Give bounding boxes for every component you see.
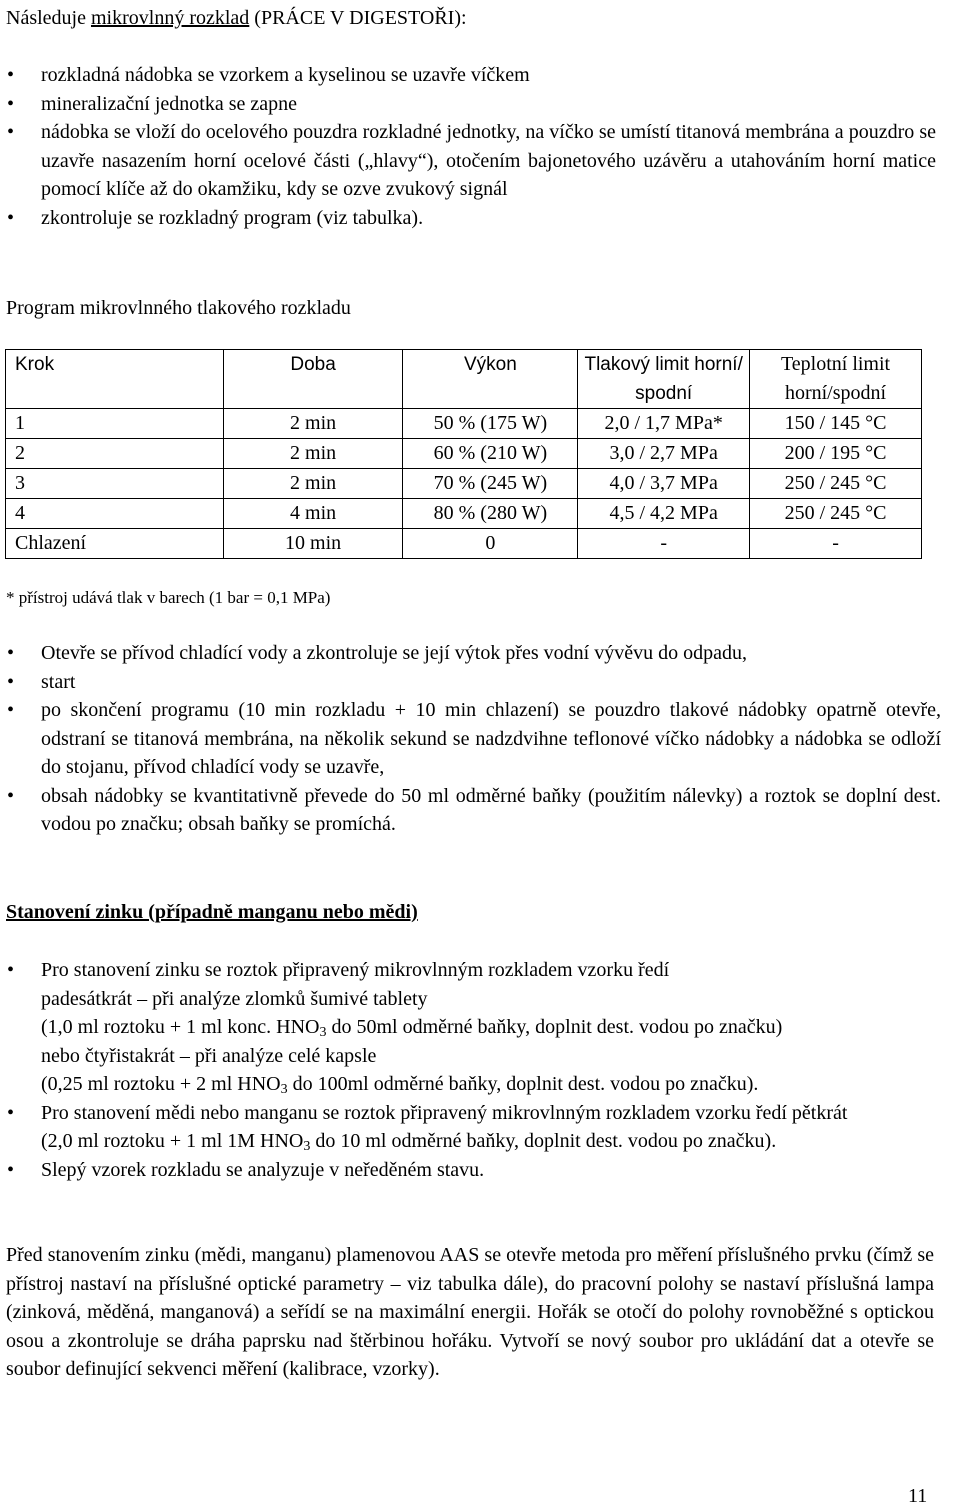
list-item: • Otevře se přívod chladící vody a zkontroluje se její výtok přes vodní vývěvu do odpadu,	[6, 639, 956, 668]
list-item: • nádobka se vloží do ocelového pouzdra rozkladné jednotky, na víčko se umístí titanová membrána a pouzdro se uzavře nasazením horní ocelové části („hlavy“), otočením bajonetového uzávěru a utahováním horní matice pomocí klíče až do okamžiku, kdy se ozve zvukový signál	[6, 118, 956, 204]
table-cell: -	[578, 529, 750, 559]
table-row	[6, 529, 922, 559]
header-cell: Výkon	[403, 350, 578, 409]
table-cell: 2 min	[223, 439, 403, 469]
table-cell: 4,5 / 4,2 MPa	[578, 499, 750, 529]
table-cell: Chlazení	[6, 529, 224, 559]
intro-suffix: (PRÁCE V DIGESTOŘI):	[249, 7, 467, 29]
list-item-copper	[6, 1099, 956, 1156]
list-item: • zkontroluje se rozkladný program (viz tabulka).	[6, 204, 956, 233]
dilution-list	[6, 956, 956, 1184]
subscript: 3	[303, 1139, 311, 1154]
intro-line	[6, 4, 467, 33]
list-item: • start	[6, 668, 956, 697]
table-cell: 10 min	[223, 529, 403, 559]
section-heading: Stanovení zinku (případně manganu nebo mědi)	[6, 901, 418, 923]
list-item-zinc	[6, 956, 956, 1099]
subscript: 3	[319, 1025, 327, 1040]
list-item: • mineralizační jednotka se zapne	[6, 90, 956, 119]
post-digestion-list	[6, 639, 956, 839]
table-cell: 3	[6, 469, 224, 499]
table-row	[6, 499, 922, 529]
table-cell: 0	[403, 529, 578, 559]
program-table	[5, 349, 922, 559]
aas-paragraph: Před stanovením zinku (mědi, manganu) plamenovou AAS se otevře metoda pro měření příslušného prvku (čímž se přístroj nastaví na příslušné optické parametry – viz tabulka dále), do pracovní polohy se nastaví příslušná lampa (zinková, měděná, manganová) a seřídí se na maximální energii. Hořák se otočí do polohy rovnoběžné s optickou osou a zkontroluje se dráha paprsku nad štěrbinou hořáku. Vytvoří se nový soubor pro ukládání dat a otevře se soubor definující sekvenci měření (kalibrace, vzorky).	[6, 1244, 934, 1380]
header-cell: Doba	[223, 350, 403, 409]
zinc-line-text: do 50ml odměrné baňky, doplnit dest. vodou po značku)	[326, 1016, 783, 1038]
table-header-row	[6, 350, 922, 409]
table-cell: 60 % (210 W)	[403, 439, 578, 469]
header-cell: Tlakový limit horní/ spodní	[578, 350, 750, 409]
table-row	[6, 409, 922, 439]
table-cell: 4	[6, 499, 224, 529]
table-cell: 2 min	[223, 409, 403, 439]
table-cell: 2	[6, 439, 224, 469]
zinc-line: • Pro stanovení zinku se roztok připravený mikrovlnným rozkladem vzorku ředí	[41, 959, 670, 981]
table-cell: 4,0 / 3,7 MPa	[578, 469, 750, 499]
program-title: Program mikrovlnného tlakového rozkladu	[6, 297, 351, 319]
list-item: • po skončení programu (10 min rozkladu + 10 min chlazení) se pouzdro tlakové nádobky opatrně otevře, odstraní se titanová membrána, na několik sekund se nadzdvihne teflonové víčko nádobky a nádobka se odloží do stojanu, přívod chladící vody se uzavře,	[6, 696, 956, 782]
zinc-line-text: (1,0 ml roztoku + 1 ml konc. HNO	[41, 1016, 320, 1038]
list-item: • rozkladná nádobka se vzorkem a kyselinou se uzavře víčkem	[6, 61, 956, 90]
intro-prefix: Následuje	[6, 7, 91, 29]
table-cell: 200 / 195 °C	[750, 439, 922, 469]
table-cell: 250 / 245 °C	[750, 469, 922, 499]
page-number: 11	[908, 1485, 928, 1507]
zinc-line	[41, 1070, 956, 1099]
table-cell: 1	[6, 409, 224, 439]
header-cell: Teplotní limit horní/spodní	[750, 350, 922, 409]
list-item-blank: • Slepý vzorek rozkladu se analyzuje v neředěném stavu.	[6, 1156, 956, 1185]
table-footnote: * přístroj udává tlak v barech (1 bar = 0,1 MPa)	[6, 588, 331, 607]
zinc-line: nebo čtyřistakrát – při analýze celé kapsle	[41, 1044, 377, 1067]
copper-line-text: (2,0 ml roztoku + 1 ml 1M HNO	[41, 1130, 304, 1152]
table-cell: 150 / 145 °C	[750, 409, 922, 439]
procedure-list	[6, 61, 956, 232]
table-cell: 50 % (175 W)	[403, 409, 578, 439]
table-cell: 3,0 / 2,7 MPa	[578, 439, 750, 469]
table-cell: 2,0 / 1,7 MPa*	[578, 409, 750, 439]
zinc-line	[41, 1013, 956, 1042]
zinc-line-text: (0,25 ml roztoku + 2 ml HNO	[41, 1073, 281, 1095]
copper-line: • Pro stanovení mědi nebo manganu se roztok připravený mikrovlnným rozkladem vzorku ředí pětkrát	[41, 1101, 848, 1124]
zinc-line: padesátkrát – při analýze zlomků šumivé tablety	[41, 987, 428, 1010]
table-cell: 80 % (280 W)	[403, 499, 578, 529]
copper-line-text: do 10 ml odměrné baňky, doplnit dest. vodou po značku).	[310, 1130, 777, 1152]
table-row	[6, 469, 922, 499]
table-cell: 70 % (245 W)	[403, 469, 578, 499]
copper-line	[41, 1127, 956, 1156]
table-cell: 250 / 245 °C	[750, 499, 922, 529]
subscript: 3	[280, 1082, 288, 1097]
list-item: • obsah nádobky se kvantitativně převede do 50 ml odměrné baňky (použitím nálevky) a roztok se doplní dest. vodou po značku; obsah baňky se promíchá.	[6, 782, 956, 839]
table-cell: 2 min	[223, 469, 403, 499]
table-cell: -	[750, 529, 922, 559]
table-row	[6, 439, 922, 469]
header-cell: Krok	[6, 350, 224, 409]
zinc-line-text: do 100ml odměrné baňky, doplnit dest. vodou po značku).	[287, 1073, 759, 1095]
intro-underlined-term: mikrovlnný rozklad	[90, 7, 250, 29]
table-cell: 4 min	[223, 499, 403, 529]
